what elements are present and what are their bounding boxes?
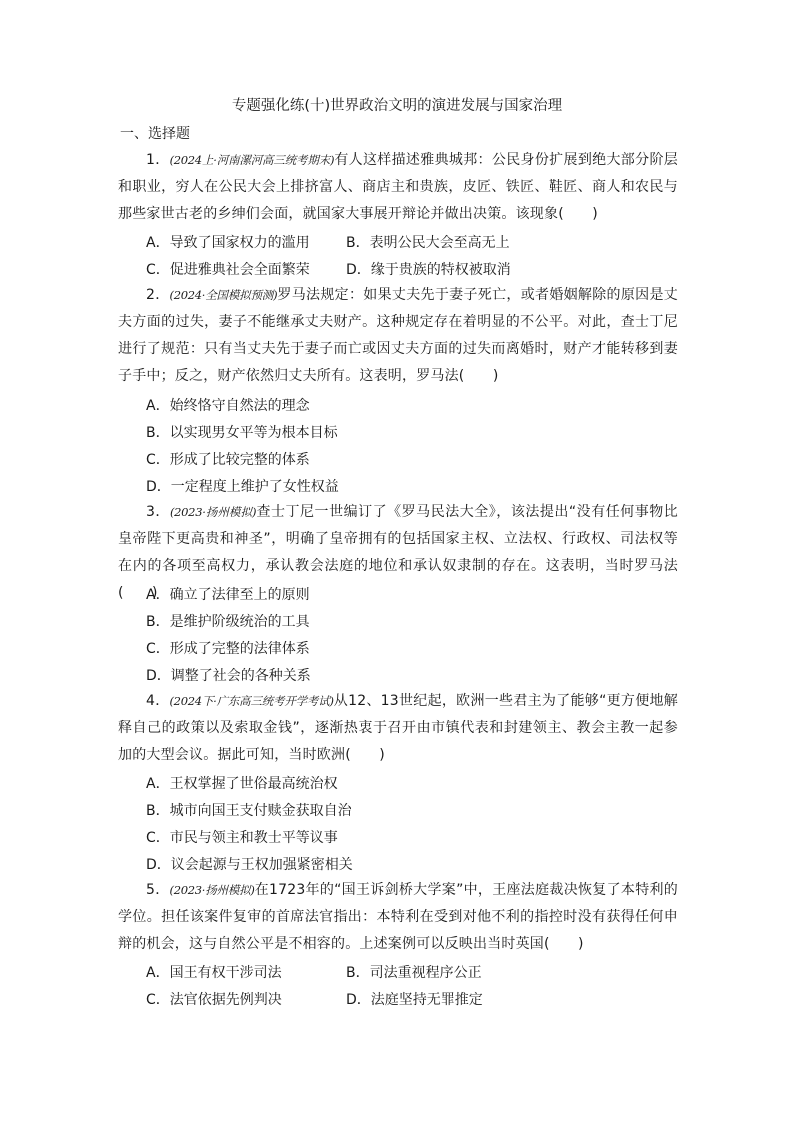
question-source: (2023·扬州模拟) bbox=[169, 883, 255, 897]
question-4-stem bbox=[118, 688, 678, 769]
question-4-option-a: A．王权掌握了世俗最高统治权 bbox=[146, 776, 338, 792]
question-number: 3． bbox=[146, 504, 170, 520]
question-3-option-b: B．是维护阶级统治的工具 bbox=[146, 614, 310, 630]
question-1-option-a: A．导致了国家权力的滥用 bbox=[146, 235, 310, 251]
question-4-option-b: B．城市向国王支付赎金获取自治 bbox=[146, 803, 352, 819]
question-2-option-c: C．形成了比较完整的体系 bbox=[146, 452, 310, 468]
question-5-option-b: B．司法重视程序公正 bbox=[346, 965, 482, 981]
question-3-option-d: D．调整了社会的各种关系 bbox=[146, 668, 311, 684]
question-source: (2024·全国模拟预测) bbox=[169, 288, 278, 302]
question-source: (2024下·广东高三统考开学考试) bbox=[169, 694, 334, 708]
question-source: (2024上·河南漯河高三统考期末) bbox=[169, 153, 335, 167]
question-text: 有人这样描述雅典城邦：公民身份扩展到绝大部分阶层和职业，穷人在公民大会上排挤富人、商店主和贵族，皮匠、铁匠、鞋匠、商人和农民与那些家世古老的乡绅们会面，就国家大事展开辩论并做出决策。该现象( ) bbox=[118, 152, 678, 222]
question-4-option-c: C．市民与领主和教士平等议事 bbox=[146, 830, 338, 846]
question-1-stem bbox=[118, 147, 678, 228]
question-number: 5． bbox=[146, 882, 170, 898]
question-1-option-b: B．表明公民大会至高无上 bbox=[346, 235, 510, 251]
question-4-option-d: D．议会起源与王权加强紧密相关 bbox=[146, 857, 353, 873]
question-text: 罗马法规定：如果丈夫先于妻子死亡，或者婚姻解除的原因是丈夫方面的过失，妻子不能继承丈夫财产。这种规定存在着明显的不公平。对此，查士丁尼进行了规范：只有当丈夫先于妻子而亡或因丈夫方面的过失而离婚时，财产才能转移到妻子手中；反之，财产依然归丈夫所有。这表明，罗马法( ) bbox=[118, 287, 678, 384]
question-5-option-c: C．法官依据先例判决 bbox=[146, 992, 282, 1008]
question-5-option-d: D．法庭坚持无罪推定 bbox=[346, 992, 483, 1008]
section-heading: 一、选择题 bbox=[120, 126, 190, 142]
question-number: 4． bbox=[146, 693, 170, 709]
question-1-option-c: C．促进雅典社会全面繁荣 bbox=[146, 262, 310, 278]
question-2-stem bbox=[118, 282, 678, 390]
question-text: 在1723年的“国王诉剑桥大学案”中，王座法庭裁决恢复了本特利的学位。担任该案件复审的首席法官指出：本特利在受到对他不利的指控时没有获得任何申辩的机会，这与自然公平是不相容的。上述案例可以反映出当时英国( ) bbox=[118, 882, 678, 952]
question-number: 2． bbox=[146, 287, 170, 303]
question-3-option-a: A．确立了法律至上的原则 bbox=[146, 587, 310, 603]
document-title: 专题强化练(十)世界政治文明的演进发展与国家治理 bbox=[231, 98, 563, 114]
question-text: 从12、13世纪起，欧洲一些君主为了能够“更方便地解释自己的政策以及索取金钱”，逐渐热衷于召开由市镇代表和封建领主、教会主教一起参加的大型会议。据此可知，当时欧洲( ) bbox=[118, 693, 678, 763]
question-text: 查士丁尼一世编订了《罗马民法大全》，该法提出“没有任何事物比皇帝陛下更高贵和神圣”，明确了皇帝拥有的包括国家主权、立法权、行政权、司法权等在内的各项至高权力，承认教会法庭的地位和承认奴隶制的存在。这表明，当时罗马法( ) bbox=[118, 504, 678, 601]
question-5-option-a: A．国王有权干涉司法 bbox=[146, 965, 282, 981]
question-3-option-c: C．形成了完整的法律体系 bbox=[146, 641, 310, 657]
question-5-stem bbox=[118, 877, 678, 958]
question-1-option-d: D．缘于贵族的特权被取消 bbox=[346, 262, 511, 278]
question-2-option-a: A．始终恪守自然法的理念 bbox=[146, 398, 310, 414]
question-2-option-b: B．以实现男女平等为根本目标 bbox=[146, 425, 338, 441]
question-2-option-d: D．一定程度上维护了女性权益 bbox=[146, 479, 339, 495]
question-source: (2023·扬州模拟) bbox=[169, 505, 257, 519]
question-number: 1． bbox=[146, 152, 170, 168]
